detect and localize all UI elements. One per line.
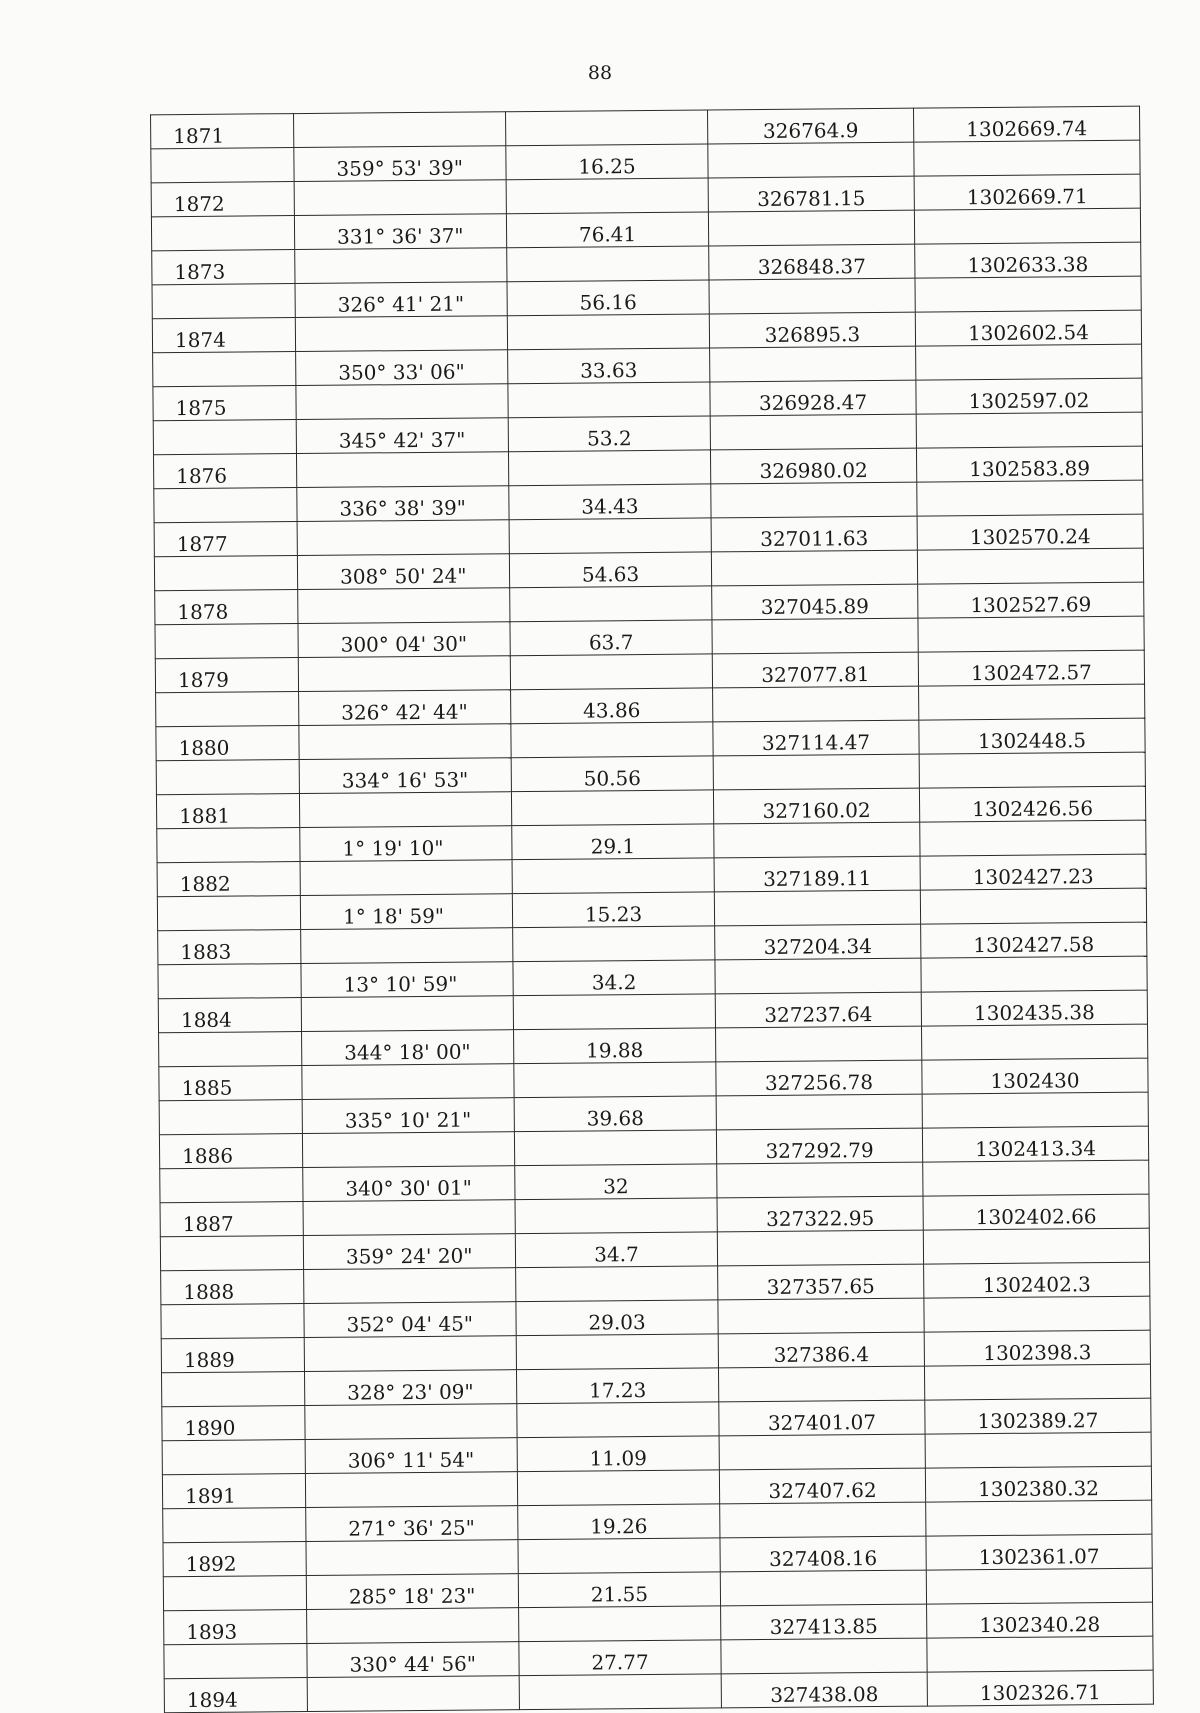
bearing-cell (297, 520, 509, 556)
y-coordinate-cell: 1302448.5 (919, 718, 1145, 754)
bearing-cell (294, 112, 506, 148)
distance-cell: 11.09 (517, 1436, 719, 1472)
x-coordinate-cell: 327189.11 (714, 856, 920, 892)
point-id-cell (153, 352, 296, 387)
distance-cell (511, 790, 713, 826)
x-coordinate-cell: 327407.62 (719, 1468, 925, 1504)
x-coordinate-cell: 327256.78 (716, 1060, 922, 1096)
distance-cell (515, 1198, 717, 1234)
distance-cell: 15.23 (512, 892, 714, 928)
x-coordinate-cell: 327045.89 (712, 584, 918, 620)
x-coordinate-cell (712, 618, 918, 654)
point-id-cell: 1889 (161, 1338, 304, 1373)
point-id-cell (160, 1168, 303, 1203)
x-coordinate-cell (717, 1162, 923, 1198)
distance-cell (517, 1470, 719, 1506)
y-coordinate-cell (925, 1432, 1151, 1468)
point-id-cell: 1891 (162, 1474, 305, 1509)
bearing-cell: 352° 04' 45" (304, 1302, 516, 1338)
point-id-cell (159, 1100, 302, 1135)
distance-cell: 29.1 (512, 824, 714, 860)
distance-cell (506, 110, 708, 146)
x-coordinate-cell: 327322.95 (717, 1196, 923, 1232)
x-coordinate-cell: 327438.08 (721, 1672, 927, 1708)
y-coordinate-cell (923, 1228, 1149, 1264)
bearing-cell (304, 1336, 516, 1372)
x-coordinate-cell (721, 1638, 927, 1674)
point-id-cell: 1882 (157, 862, 300, 897)
y-coordinate-cell (916, 412, 1142, 448)
point-id-cell: 1875 (153, 386, 296, 421)
x-coordinate-cell (716, 1026, 922, 1062)
distance-cell (510, 654, 712, 690)
point-id-cell: 1883 (158, 930, 301, 965)
point-id-cell: 1884 (158, 998, 301, 1033)
point-id-cell: 1893 (164, 1610, 307, 1645)
distance-cell: 53.2 (508, 416, 710, 452)
x-coordinate-cell: 326848.37 (709, 244, 915, 280)
x-coordinate-cell (711, 482, 917, 518)
point-id-cell: 1880 (156, 726, 299, 761)
distance-cell: 39.68 (514, 1096, 716, 1132)
bearing-cell (296, 384, 508, 420)
distance-cell (516, 1266, 718, 1302)
point-id-cell (153, 420, 296, 455)
distance-cell: 54.63 (509, 552, 711, 588)
y-coordinate-cell (920, 888, 1146, 924)
bearing-cell: 1° 18' 59" (300, 894, 512, 930)
point-id-cell: 1878 (155, 590, 298, 625)
bearing-cell (306, 1540, 518, 1576)
distance-cell: 17.23 (516, 1368, 718, 1404)
bearing-cell (304, 1268, 516, 1304)
y-coordinate-cell: 1302326.71 (927, 1670, 1153, 1706)
distance-cell: 33.63 (508, 348, 710, 384)
point-id-cell (156, 760, 299, 795)
x-coordinate-cell (719, 1434, 925, 1470)
y-coordinate-cell: 1302597.02 (916, 378, 1142, 414)
bearing-cell (307, 1676, 519, 1712)
point-id-cell (161, 1304, 304, 1339)
bearing-cell (302, 1064, 514, 1100)
point-id-cell: 1877 (154, 522, 297, 557)
distance-cell (519, 1674, 721, 1710)
point-id-cell (151, 148, 294, 183)
bearing-cell: 1° 19' 10" (300, 826, 512, 862)
distance-cell (517, 1402, 719, 1438)
y-coordinate-cell (922, 1092, 1148, 1128)
bearing-cell: 334° 16' 53" (299, 758, 511, 794)
point-id-cell (152, 284, 295, 319)
point-id-cell (159, 1032, 302, 1067)
point-id-cell: 1871 (151, 114, 294, 149)
bearing-cell: 328° 23' 09" (304, 1370, 516, 1406)
y-coordinate-cell (915, 276, 1141, 312)
y-coordinate-cell: 1302583.89 (916, 446, 1142, 482)
y-coordinate-cell (914, 208, 1140, 244)
distance-cell (509, 518, 711, 554)
bearing-cell (305, 1472, 517, 1508)
distance-cell: 29.03 (516, 1300, 718, 1336)
y-coordinate-cell (919, 684, 1145, 720)
bearing-cell: 345° 42' 37" (296, 418, 508, 454)
bearing-cell: 308° 50' 24" (297, 554, 509, 590)
bearing-cell (296, 452, 508, 488)
point-id-cell: 1894 (164, 1678, 307, 1713)
distance-cell: 43.86 (511, 688, 713, 724)
x-coordinate-cell: 327077.81 (712, 652, 918, 688)
x-coordinate-cell: 327160.02 (713, 788, 919, 824)
x-coordinate-cell (718, 1366, 924, 1402)
point-id-cell: 1879 (155, 658, 298, 693)
point-id-cell: 1876 (153, 454, 296, 489)
distance-cell: 19.88 (514, 1028, 716, 1064)
bearing-cell: 13° 10' 59" (301, 962, 513, 998)
bearing-cell (299, 792, 511, 828)
distance-cell: 63.7 (510, 620, 712, 656)
bearing-cell: 285° 18' 23" (306, 1574, 518, 1610)
point-id-cell: 1881 (156, 794, 299, 829)
y-coordinate-cell: 1302398.3 (924, 1330, 1150, 1366)
y-coordinate-cell: 1302602.54 (915, 310, 1141, 346)
y-coordinate-cell (924, 1364, 1150, 1400)
page-number: 88 (587, 62, 613, 84)
distance-cell (516, 1334, 718, 1370)
x-coordinate-cell: 327011.63 (711, 516, 917, 552)
bearing-cell (299, 724, 511, 760)
x-coordinate-cell: 327401.07 (719, 1400, 925, 1436)
x-coordinate-cell: 326980.02 (710, 448, 916, 484)
y-coordinate-cell: 1302402.3 (924, 1262, 1150, 1298)
x-coordinate-cell: 326928.47 (710, 380, 916, 416)
distance-cell (519, 1606, 721, 1642)
point-id-cell: 1888 (161, 1270, 304, 1305)
x-coordinate-cell: 326895.3 (709, 312, 915, 348)
y-coordinate-cell: 1302389.27 (925, 1398, 1151, 1434)
y-coordinate-cell: 1302435.38 (921, 990, 1147, 1026)
distance-cell (510, 586, 712, 622)
y-coordinate-cell: 1302570.24 (917, 514, 1143, 550)
y-coordinate-cell: 1302427.23 (920, 854, 1146, 890)
y-coordinate-cell: 1302426.56 (919, 786, 1145, 822)
x-coordinate-cell: 327237.64 (715, 992, 921, 1028)
point-id-cell (151, 216, 294, 251)
x-coordinate-cell (711, 550, 917, 586)
point-id-cell: 1872 (151, 182, 294, 217)
distance-cell: 19.26 (518, 1504, 720, 1540)
y-coordinate-cell (916, 344, 1142, 380)
y-coordinate-cell: 1302430 (922, 1058, 1148, 1094)
y-coordinate-cell: 1302527.69 (918, 582, 1144, 618)
bearing-cell: 350° 33' 06" (296, 350, 508, 386)
distance-cell (508, 382, 710, 418)
distance-cell: 27.77 (519, 1640, 721, 1676)
bearing-cell (298, 588, 510, 624)
x-coordinate-cell: 327114.47 (713, 720, 919, 756)
point-id-cell: 1892 (163, 1542, 306, 1577)
point-id-cell (157, 896, 300, 931)
x-coordinate-cell: 327357.65 (718, 1264, 924, 1300)
distance-cell: 56.16 (507, 280, 709, 316)
bearing-cell (301, 996, 513, 1032)
bearing-cell (303, 1200, 515, 1236)
point-id-cell: 1890 (162, 1406, 305, 1441)
x-coordinate-cell: 327408.16 (720, 1536, 926, 1572)
bearing-cell: 326° 41' 21" (295, 282, 507, 318)
point-row (164, 1670, 1153, 1713)
survey-coordinates-table (150, 106, 1154, 1713)
y-coordinate-cell: 1302380.32 (925, 1466, 1151, 1502)
x-coordinate-cell (715, 958, 921, 994)
x-coordinate-cell: 327386.4 (718, 1332, 924, 1368)
distance-cell: 34.43 (509, 484, 711, 520)
bearing-cell: 326° 42' 44" (299, 690, 511, 726)
point-id-cell (154, 556, 297, 591)
point-id-cell (163, 1576, 306, 1611)
point-id-cell (156, 692, 299, 727)
bearing-cell: 271° 36' 25" (306, 1506, 518, 1542)
distance-cell (506, 178, 708, 214)
x-coordinate-cell: 327292.79 (716, 1128, 922, 1164)
y-coordinate-cell: 1302669.71 (914, 174, 1140, 210)
distance-cell: 16.25 (506, 144, 708, 180)
point-id-cell: 1873 (152, 250, 295, 285)
y-coordinate-cell (926, 1568, 1152, 1604)
x-coordinate-cell (714, 890, 920, 926)
bearing-cell: 340° 30' 01" (303, 1166, 515, 1202)
x-coordinate-cell: 327413.85 (721, 1604, 927, 1640)
x-coordinate-cell (720, 1502, 926, 1538)
distance-cell (511, 722, 713, 758)
bearing-cell: 331° 36' 37" (294, 214, 506, 250)
x-coordinate-cell (713, 754, 919, 790)
point-id-cell: 1874 (152, 318, 295, 353)
point-id-cell (154, 488, 297, 523)
y-coordinate-cell (914, 140, 1140, 176)
point-id-cell (155, 624, 298, 659)
x-coordinate-cell (720, 1570, 926, 1606)
x-coordinate-cell (710, 414, 916, 450)
x-coordinate-cell (710, 346, 916, 382)
y-coordinate-cell: 1302427.58 (921, 922, 1147, 958)
point-id-cell (162, 1440, 305, 1475)
distance-cell (512, 858, 714, 894)
distance-cell: 21.55 (518, 1572, 720, 1608)
y-coordinate-cell (918, 616, 1144, 652)
bearing-cell (295, 316, 507, 352)
y-coordinate-cell: 1302402.66 (923, 1194, 1149, 1230)
bearing-cell (307, 1608, 519, 1644)
bearing-cell: 330° 44' 56" (307, 1642, 519, 1678)
point-id-cell (164, 1644, 307, 1679)
point-id-cell (162, 1372, 305, 1407)
distance-cell (513, 926, 715, 962)
y-coordinate-cell (924, 1296, 1150, 1332)
x-coordinate-cell: 326781.15 (708, 176, 914, 212)
point-id-cell (158, 964, 301, 999)
bearing-cell: 359° 53' 39" (294, 146, 506, 182)
bearing-cell (295, 248, 507, 284)
distance-cell (508, 450, 710, 486)
bearing-cell: 336° 38' 39" (297, 486, 509, 522)
y-coordinate-cell (921, 956, 1147, 992)
distance-cell: 50.56 (511, 756, 713, 792)
y-coordinate-cell (923, 1160, 1149, 1196)
x-coordinate-cell (718, 1298, 924, 1334)
y-coordinate-cell (926, 1500, 1152, 1536)
y-coordinate-cell: 1302361.07 (926, 1534, 1152, 1570)
y-coordinate-cell: 1302413.34 (922, 1126, 1148, 1162)
y-coordinate-cell (917, 548, 1143, 584)
point-id-cell: 1886 (159, 1134, 302, 1169)
distance-cell (507, 246, 709, 282)
bearing-cell: 306° 11' 54" (305, 1438, 517, 1474)
bearing-cell: 344° 18' 00" (302, 1030, 514, 1066)
point-id-cell (163, 1508, 306, 1543)
distance-cell: 76.41 (506, 212, 708, 248)
table-body (151, 106, 1154, 1713)
y-coordinate-cell: 1302669.74 (913, 106, 1139, 142)
x-coordinate-cell (709, 278, 915, 314)
bearing-cell (301, 928, 513, 964)
bearing-cell: 300° 04' 30" (298, 622, 510, 658)
x-coordinate-cell (717, 1230, 923, 1266)
point-id-cell (160, 1236, 303, 1271)
bearing-cell (302, 1132, 514, 1168)
bearing-cell (305, 1404, 517, 1440)
bearing-cell (300, 860, 512, 896)
y-coordinate-cell: 1302633.38 (915, 242, 1141, 278)
distance-cell (507, 314, 709, 350)
x-coordinate-cell: 326764.9 (708, 108, 914, 144)
bearing-cell (298, 656, 510, 692)
y-coordinate-cell (917, 480, 1143, 516)
distance-cell (514, 1130, 716, 1166)
y-coordinate-cell: 1302340.28 (927, 1602, 1153, 1638)
distance-cell (513, 994, 715, 1030)
bearing-cell: 335° 10' 21" (302, 1098, 514, 1134)
distance-cell: 32 (515, 1164, 717, 1200)
point-id-cell: 1887 (160, 1202, 303, 1237)
y-coordinate-cell (927, 1636, 1153, 1672)
bearing-cell (294, 180, 506, 216)
distance-cell (514, 1062, 716, 1098)
point-id-cell: 1885 (159, 1066, 302, 1101)
x-coordinate-cell (713, 686, 919, 722)
distance-cell: 34.2 (513, 960, 715, 996)
x-coordinate-cell (714, 822, 920, 858)
x-coordinate-cell (708, 142, 914, 178)
y-coordinate-cell (919, 752, 1145, 788)
x-coordinate-cell (708, 210, 914, 246)
y-coordinate-cell (922, 1024, 1148, 1060)
bearing-cell: 359° 24' 20" (303, 1234, 515, 1270)
distance-cell: 34.7 (515, 1232, 717, 1268)
x-coordinate-cell (716, 1094, 922, 1130)
x-coordinate-cell: 327204.34 (715, 924, 921, 960)
y-coordinate-cell (920, 820, 1146, 856)
y-coordinate-cell: 1302472.57 (918, 650, 1144, 686)
distance-cell (518, 1538, 720, 1574)
point-id-cell (157, 828, 300, 863)
